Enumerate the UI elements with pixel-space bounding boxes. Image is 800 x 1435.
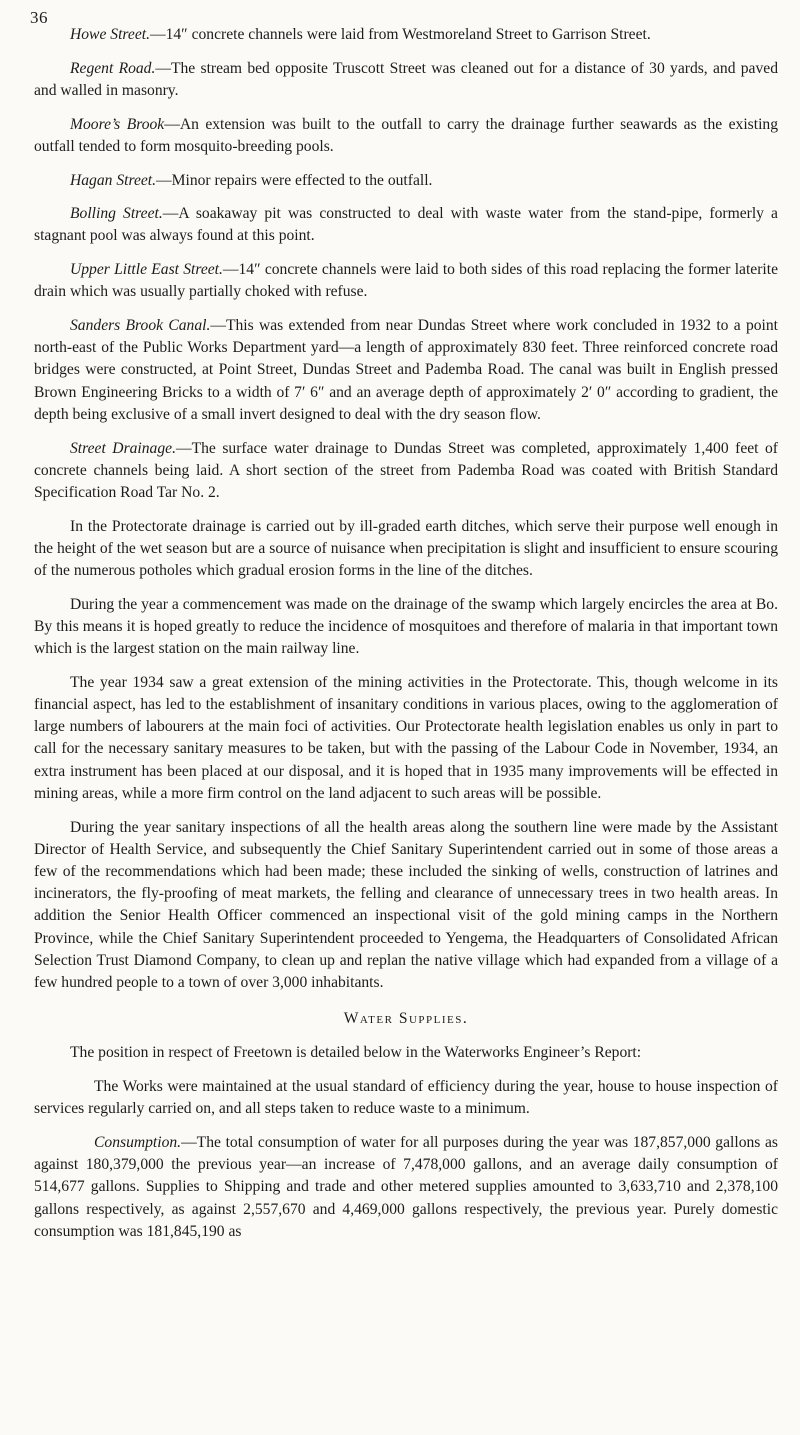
paragraph-consumption xyxy=(34,1132,778,1243)
paragraph-text: The position in respect of Freetown is detailed below in the Waterworks Engineer’s Report: xyxy=(70,1044,642,1062)
paragraph-text: During the year sanitary inspections of all the health areas along the southern line were made by the Assistant Director of Health Service, and subsequently the Chief Sanitary Superintendent carried out in some of those areas a few of the recommendations which had been made; these included the sinking of wells, construction of latrines and incinerators, the fly-proofing of meat markets, the felling and clearance of unnecessary trees in two health areas. In addition the Senior Health Officer commenced an inspectional visit of the gold mining camps in the Northern Province, while the Chief Sanitary Superintendent proceeded to Yengema, the Headquarters of Consolidated African Selection Trust Diamond Company, to clean up and replan the native village which had expanded from a village of a few hundred people to a town of over 3,000 inhabitants. xyxy=(34,818,778,992)
paragraph-text: —The surface water drainage to Dundas Street was completed, approximately 1,400 feet of concrete channels being laid. A short section of the street from Pademba Road was coated with British Standard Specification Road Tar No. 2. xyxy=(34,439,778,501)
section-title-water-supplies: Water Supplies. xyxy=(343,1010,469,1028)
paragraph-text: During the year a commencement was made on the drainage of the swamp which largely encircles the area at Bo. By this means it is hoped greatly to reduce the incidence of mosquitoes and therefore of malaria in that important town which is the largest station on the main railway line. xyxy=(34,595,778,658)
paragraph-heading: Regent Road. xyxy=(70,59,156,77)
paragraph-bolling-street xyxy=(34,203,778,247)
paragraph-heading: Upper Little East Street. xyxy=(70,261,223,279)
paragraph-street-drainage xyxy=(34,438,778,505)
paragraph-text: In the Protectorate drainage is carried out by ill-graded earth ditches, which serve their purpose well enough in the height of the wet season but are a source of nuisance when precipitation is slight and insufficient to ensure scouring of the numerous potholes which gradual erosion forms in the line of the ditches. xyxy=(34,517,778,580)
paragraph-text: —An extension was built to the outfall to carry the drainage further seawards as the existing outfall tended to form mosquito-breeding pools. xyxy=(34,115,778,155)
paragraph-text: —14″ concrete channels were laid to both sides of this road replacing the former laterite drain which was usually partially choked with refuse. xyxy=(34,261,778,301)
paragraph-upper-little-east-street xyxy=(34,259,778,303)
paragraph-text: —The total consumption of water for all purposes during the year was 187,857,000 gallons as against 180,379,000 the previous year—an increase of 7,478,000 gallons, and an average daily consumption of 514,677 gallons. Supplies to Shipping and trade and other metered supplies amounted to 3,633,710 and 2,378,100 gallons respectively, as against 2,557,670 and 4,469,000 gallons respectively, the previous year. Purely domestic consumption was 181,845,190 as xyxy=(34,1134,778,1240)
paragraph-works-maintained xyxy=(34,1076,778,1120)
paragraph-sanitary-inspections xyxy=(34,817,778,995)
paragraph-text: —Minor repairs were effected to the outfall. xyxy=(156,171,433,189)
paragraph-text: —14″ concrete channels were laid from Westmoreland Street to Garrison Street. xyxy=(149,26,651,43)
paragraph-water-intro xyxy=(34,1042,778,1064)
paragraph-sanders-brook-canal xyxy=(34,315,778,426)
paragraph-howe-street xyxy=(34,24,778,46)
paragraph-heading: Sanders Brook Canal. xyxy=(70,317,211,335)
page-number: 36 xyxy=(30,8,48,27)
paragraph-protectorate-drainage xyxy=(34,516,778,583)
paragraph-heading: Street Drainage. xyxy=(70,439,176,457)
paragraph-regent-road xyxy=(34,58,778,102)
paragraph-text: The year 1934 saw a great extension of the mining activities in the Protectorate. This, though welcome in its financial aspect, has led to the establishment of insanitary conditions in various places, owing to the agglomeration of large numbers of labourers at the main foci of activities. Our Protectorate health legislation enables us only in part to call for the necessary sanitary measures to be taken, but with the passing of the Labour Code in November, 1934, an extra instrument has been placed at our disposal, and it is hoped that in 1935 many improvements will be effected in mining areas, while a more firm control on the land adjacent to such areas will be possible. xyxy=(34,673,778,802)
paragraph-text: —This was extended from near Dundas Street where work concluded in 1932 to a point north-east of the Public Works Department yard—a length of approximately 830 feet. Three reinforced concrete road bridges were constructed, at Point Street, Dundas Street and Pademba Road. The canal was built in English pressed Brown Engineering Bricks to a width of 7′ 6″ and an average depth of approximately 2′ 0″ according to gradient, the depth being exclusive of a small invert designed to deal with the dry season flow. xyxy=(34,317,778,423)
paragraph-heading: Moore’s Brook xyxy=(70,115,165,133)
paragraph-text: The Works were maintained at the usual standard of efficiency during the year, house to house inspection of services regularly carried on, and all steps taken to reduce waste to a minimum. xyxy=(34,1078,778,1118)
paragraph-hagan-street xyxy=(34,170,778,192)
paragraph-heading: Bolling Street. xyxy=(70,205,163,223)
paragraph-bo-swamp xyxy=(34,594,778,661)
drainage-section xyxy=(34,24,778,994)
paragraph-heading: Consumption. xyxy=(94,1134,182,1152)
paragraph-heading: Hagan Street. xyxy=(70,171,157,189)
paragraph-text: —The stream bed opposite Truscott Street was cleaned out for a distance of 30 yards, and paved and walled in masonry. xyxy=(34,59,778,99)
paragraph-heading: Howe Street. xyxy=(70,26,150,43)
paragraph-moores-brook xyxy=(34,114,778,158)
paragraph-mining-activities xyxy=(34,672,778,805)
paragraph-text: —A soakaway pit was constructed to deal with waste water from the stand-pipe, formerly a stagnant pool was always found at this point. xyxy=(34,205,778,245)
water-supplies-section xyxy=(34,1042,778,1243)
